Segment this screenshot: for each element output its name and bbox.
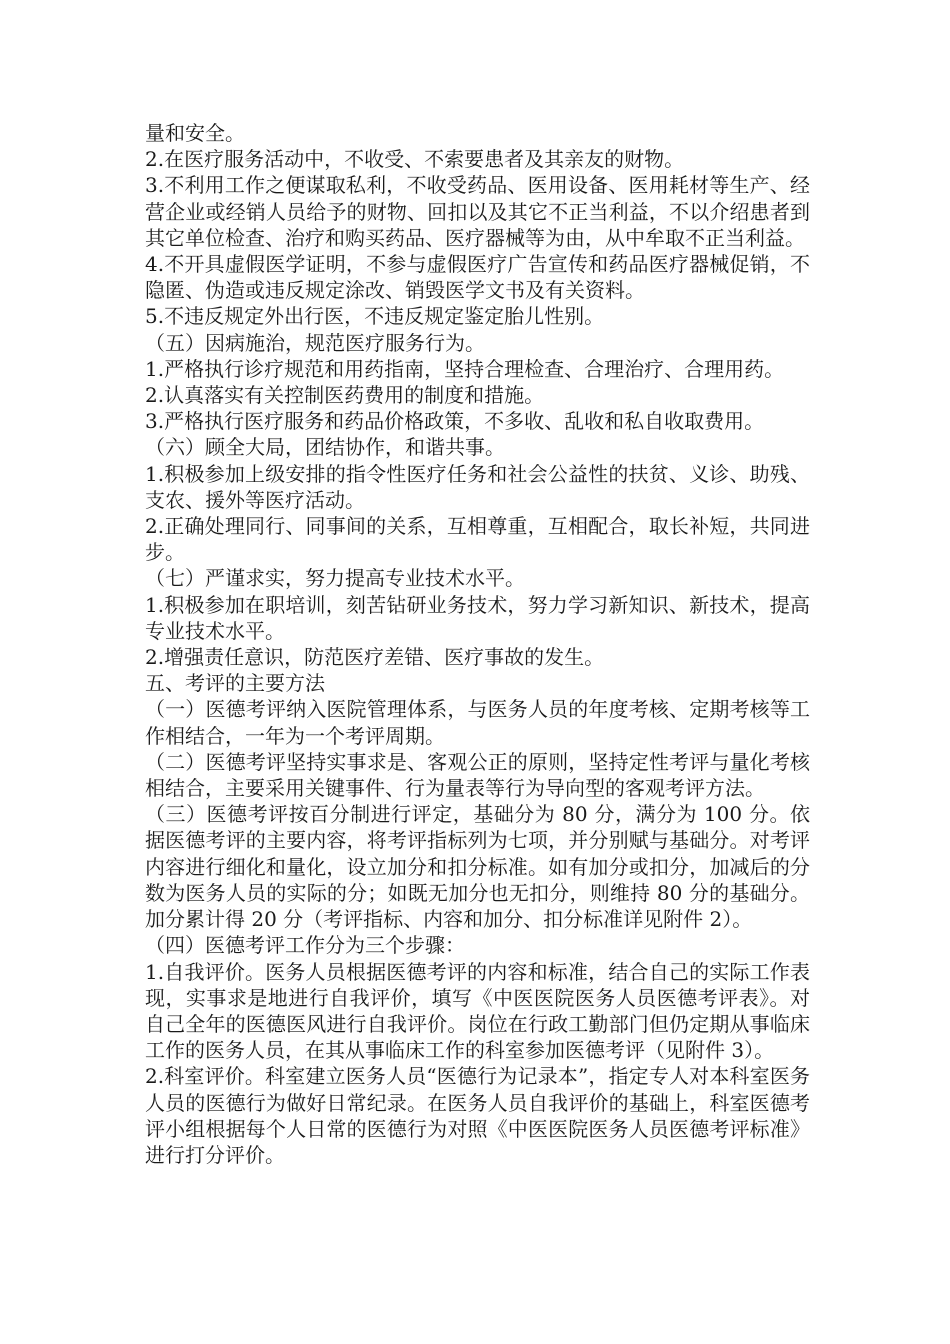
paragraph: 量和安全。 (145, 121, 245, 145)
document-body (145, 120, 810, 1168)
paragraph: 3.不利用工作之便谋取私利，不收受药品、医用设备、医用耗材等生产、经营企业或经销人员给予的财物、回扣以及其它不正当利益，不以介绍患者到其它单位检查、治疗和购买药品、医疗器械等为由，从中牟取不正当利益。 (145, 173, 810, 250)
paragraph: （三）医德考评按百分制进行评定，基础分为 80 分，满分为 100 分。依据医德考评的主要内容，将考评指标列为七项，并分别赋与基础分。对考评内容进行细化和量化，设立加分和扣分标准。如有加分或扣分，加减后的分数为医务人员的实际的分；如既无加分也无扣分，则维持 80 分的基础分。加分累计得 20 分（考评指标、内容和加分、扣分标准详见附件 2）。 (145, 802, 810, 932)
paragraph: 2.增强责任意识，防范医疗差错、医疗事故的发生。 (145, 645, 605, 670)
section-heading: （五）因病施治，规范医疗服务行为。 (145, 330, 485, 355)
chapter-heading: 五、考评的主要方法 (145, 671, 325, 696)
section-heading: （七）严谨求实，努力提高专业技术水平。 (145, 566, 525, 591)
paragraph: 1.严格执行诊疗规范和用药指南，坚持合理检查、合理治疗、合理用药。 (145, 356, 785, 381)
section-heading: （六）顾全大局，团结协作，和谐共事。 (145, 435, 505, 460)
paragraph: 2.科室评价。科室建立医务人员“医德行为记录本”，指定专人对本科室医务人员的医德行为做好日常纪录。在医务人员自我评价的基础上，科室医德考评小组根据每个人日常的医德行为对照《中医医院医务人员医德考评标准》进行打分评价。 (145, 1064, 810, 1167)
paragraph: 1.积极参加上级安排的指令性医疗任务和社会公益性的扶贫、义诊、助残、支农、援外等医疗活动。 (145, 461, 810, 512)
paragraph: 5.不违反规定外出行医，不违反规定鉴定胎儿性别。 (145, 304, 605, 329)
paragraph: 2.认真落实有关控制医药费用的制度和措施。 (145, 383, 545, 408)
paragraph: 2.正确处理同行、同事间的关系，互相尊重，互相配合，取长补短，共同进步。 (145, 514, 810, 565)
paragraph: （一）医德考评纳入医院管理体系，与医务人员的年度考核、定期考核等工作相结合，一年为一个考评周期。 (145, 697, 810, 748)
paragraph: 4.不开具虚假医学证明，不参与虚假医疗广告宣传和药品医疗器械促销，不隐匿、伪造或违反规定涂改、销毁医学文书及有关资料。 (145, 252, 810, 303)
paragraph: （二）医德考评坚持实事求是、客观公正的原则，坚持定性考评与量化考核相结合，主要采用关键事件、行为量表等行为导向型的客观考评方法。 (145, 749, 810, 801)
paragraph: 1.自我评价。医务人员根据医德考评的内容和标准，结合自己的实际工作表现，实事求是地进行自我评价，填写《中医医院医务人员医德考评表》。对自己全年的医德医风进行自我评价。岗位在行政工勤部门但仍定期从事临床工作的医务人员，在其从事临床工作的科室参加医德考评（见附件 3）。 (145, 959, 810, 1063)
paragraph: 2.在医疗服务活动中，不收受、不索要患者及其亲友的财物。 (145, 147, 685, 172)
section-heading: （四）医德考评工作分为三个步骤： (145, 933, 465, 958)
paragraph: 3.严格执行医疗服务和药品价格政策，不多收、乱收和私自收取费用。 (145, 409, 765, 434)
paragraph: 1.积极参加在职培训，刻苦钻研业务技术，努力学习新知识、新技术，提高专业技术水平。 (145, 592, 810, 643)
